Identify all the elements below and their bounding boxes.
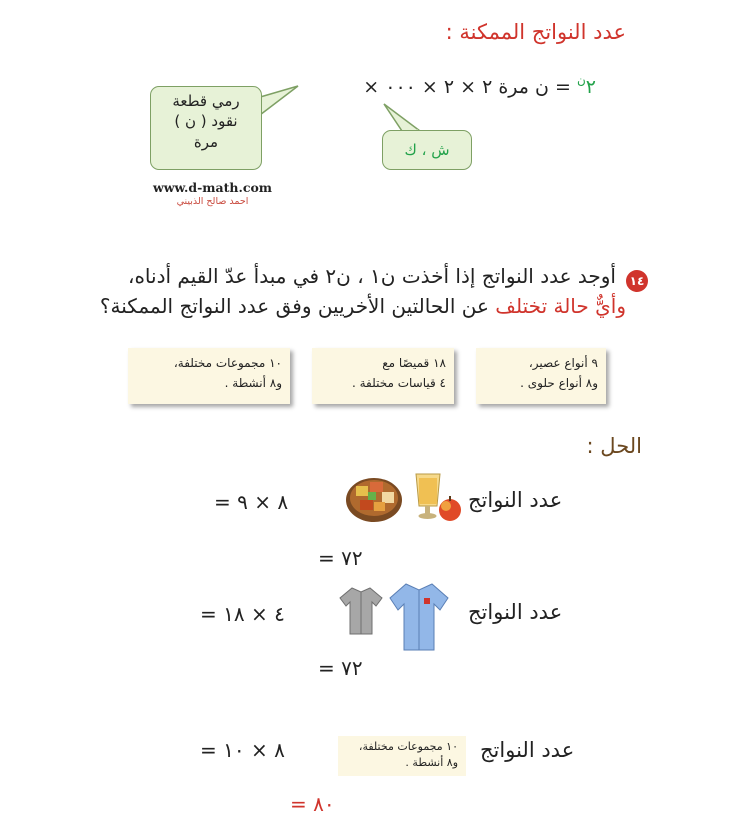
outcomes-label: عدد النواتج — [480, 738, 575, 762]
formula-left: ٢ × ٢ × ٠٠٠ × — [363, 76, 493, 98]
author-watermark: احمد صالح الذبيني — [176, 196, 249, 207]
result-row-1: ٧٢ = — [318, 546, 363, 570]
callout-line: نقود ( ن ) — [174, 112, 238, 131]
callout-tails — [0, 0, 756, 200]
card-line: و٨ أنشطة . — [405, 755, 458, 769]
section-heading: عدد النواتج الممكنة : — [445, 20, 626, 44]
formula-n-times: ن مرة — [498, 76, 549, 98]
card-line: و٨ أنشطة . — [224, 375, 282, 390]
question-line-1: أوجد عدد النواتج إذا أخذت ن١ ، ن٢ في مبدأ عدّ القيم أدناه، — [128, 264, 616, 288]
formula-exponent: ن — [576, 73, 586, 87]
website-watermark: www.d-math.com — [152, 180, 273, 195]
callout-heads-tails: ش ، ك — [382, 130, 472, 170]
callout-line: رمي قطعة — [172, 92, 240, 110]
formula-base: ٢ — [585, 76, 596, 98]
formula-equals: = — [555, 76, 571, 98]
question-highlight: وأيٌّ حالة تختلف — [495, 294, 626, 318]
card-shirts-sizes — [312, 348, 454, 404]
gray-shirt-image — [338, 584, 384, 636]
callout-line: مرة — [193, 132, 219, 151]
result-row-3 — [290, 792, 335, 816]
question-line-2 — [100, 294, 626, 318]
different-result: ٨٠ = — [290, 792, 335, 816]
card-line: ١٠ مجموعات مختلفة، — [358, 740, 458, 753]
result-row-2: ٧٢ = — [318, 656, 363, 680]
equation-text: ٤ × ١٨ = — [200, 602, 285, 626]
equation-row-2 — [200, 602, 285, 626]
card-line: ١٠ مجموعات مختلفة، — [173, 356, 282, 370]
question-number-badge: ١٤ — [626, 270, 648, 292]
card-line: ١٨ قميصًا مع — [382, 356, 446, 370]
blue-shirt-image — [388, 580, 450, 652]
solution-label: الحل : — [586, 434, 642, 458]
card-line: و٨ أنواع حلوى . — [520, 375, 598, 390]
juice-and-apple-image — [410, 470, 462, 526]
outcomes-label: عدد النواتج — [468, 600, 563, 624]
equation-text: ٨ × ١٠ = — [200, 738, 285, 762]
equation-row-3 — [200, 738, 285, 762]
card-line: ٩ أنواع عصير، — [528, 356, 598, 370]
equation-text: ٨ × ٩ = — [214, 490, 289, 514]
card-line: ٤ قياسات مختلفة . — [351, 375, 446, 390]
equation-row-1 — [214, 490, 288, 514]
callout-coin-toss — [150, 86, 262, 170]
card-groups-activities-small — [338, 736, 466, 776]
card-groups-activities — [128, 348, 290, 404]
card-juice-sweets — [476, 348, 606, 404]
question-rest: عن الحالتين الأخريين وفق عدد النواتج الممكنة؟ — [99, 294, 496, 318]
outcomes-label: عدد النواتج — [468, 488, 563, 512]
